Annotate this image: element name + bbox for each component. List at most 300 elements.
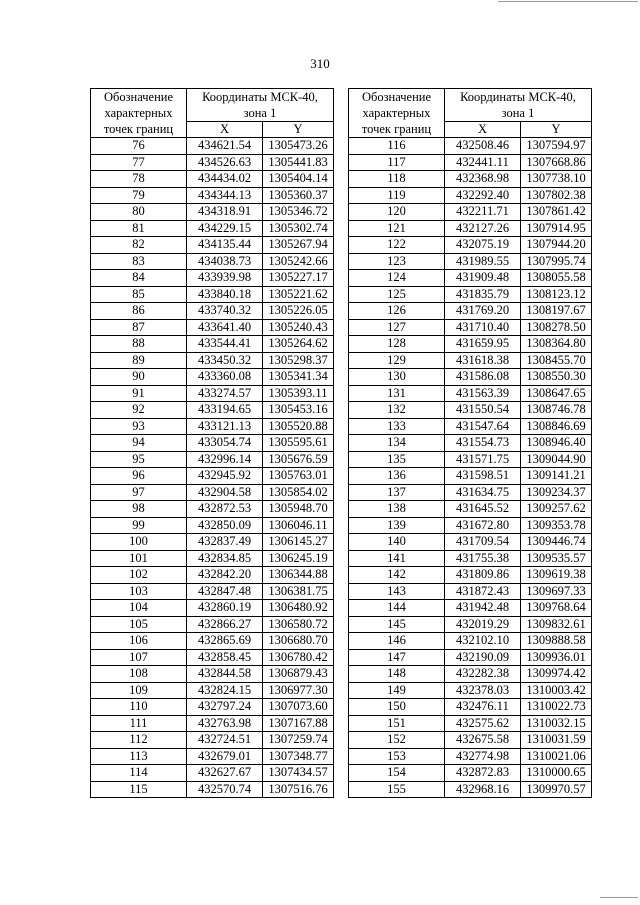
point-number-cell: 122: [349, 237, 445, 254]
point-number-cell: 143: [349, 583, 445, 600]
y-coordinate-cell: 1307348.77: [263, 748, 334, 765]
y-coordinate-cell: 1305240.43: [263, 319, 334, 336]
x-coordinate-cell: 431942.48: [445, 600, 521, 617]
table-row: [349, 484, 592, 501]
x-coordinate-cell: 431710.40: [445, 319, 521, 336]
point-number-cell: 142: [349, 567, 445, 584]
point-number-cell: 146: [349, 633, 445, 650]
y-coordinate-cell: 1307073.60: [263, 699, 334, 716]
y-coordinate-cell: 1309234.37: [521, 484, 592, 501]
x-coordinate-cell: 434229.15: [187, 220, 263, 237]
y-coordinate-cell: 1305441.83: [263, 154, 334, 171]
table-row: [349, 600, 592, 617]
designation-header-line: характерных: [104, 106, 173, 120]
y-coordinate-cell: 1309974.42: [521, 666, 592, 683]
x-coordinate-cell: 431571.75: [445, 451, 521, 468]
coordinates-table-left: [90, 88, 334, 798]
x-coordinate-cell: 432866.27: [187, 616, 263, 633]
x-coordinate-cell: 432872.53: [187, 501, 263, 518]
y-coordinate-cell: 1308550.30: [521, 369, 592, 386]
point-number-cell: 151: [349, 715, 445, 732]
y-coordinate-cell: 1305473.26: [263, 138, 334, 155]
point-number-cell: 106: [91, 633, 187, 650]
point-number-cell: 150: [349, 699, 445, 716]
point-number-cell: 93: [91, 418, 187, 435]
table-row: [349, 732, 592, 749]
table-row: [91, 270, 334, 287]
x-coordinate-cell: 431554.73: [445, 435, 521, 452]
table-row: [91, 204, 334, 221]
x-coordinate-cell: 432019.29: [445, 616, 521, 633]
y-coordinate-cell: 1309832.61: [521, 616, 592, 633]
y-coordinate-cell: 1306381.75: [263, 583, 334, 600]
x-coordinate-cell: 431586.08: [445, 369, 521, 386]
table-row: [91, 435, 334, 452]
table-row: [91, 171, 334, 188]
table-row: [349, 583, 592, 600]
y-coordinate-cell: 1308055.58: [521, 270, 592, 287]
point-number-cell: 96: [91, 468, 187, 485]
point-number-cell: 112: [91, 732, 187, 749]
table-row: [349, 715, 592, 732]
point-number-cell: 117: [349, 154, 445, 171]
point-number-cell: 91: [91, 385, 187, 402]
table-row: [91, 534, 334, 551]
point-number-cell: 95: [91, 451, 187, 468]
table-row: [91, 154, 334, 171]
y-coordinate-cell: 1310003.42: [521, 682, 592, 699]
x-coordinate-cell: 433544.41: [187, 336, 263, 353]
point-number-cell: 110: [91, 699, 187, 716]
point-number-cell: 87: [91, 319, 187, 336]
table-row: [91, 748, 334, 765]
y-coordinate-cell: 1305404.14: [263, 171, 334, 188]
x-coordinate-cell: 432570.74: [187, 781, 263, 798]
point-number-cell: 118: [349, 171, 445, 188]
y-coordinate-cell: 1307434.57: [263, 765, 334, 782]
x-coordinate-cell: 431755.38: [445, 550, 521, 567]
point-number-cell: 79: [91, 187, 187, 204]
point-number-cell: 152: [349, 732, 445, 749]
point-number-cell: 101: [91, 550, 187, 567]
point-number-cell: 129: [349, 352, 445, 369]
y-coordinate-cell: 1306680.70: [263, 633, 334, 650]
point-number-cell: 132: [349, 402, 445, 419]
table-row: [349, 237, 592, 254]
table-row: [91, 352, 334, 369]
y-coordinate-cell: 1309768.64: [521, 600, 592, 617]
y-coordinate-cell: 1305393.11: [263, 385, 334, 402]
table-row: [349, 649, 592, 666]
y-coordinate-cell: 1310000.65: [521, 765, 592, 782]
x-coordinate-cell: 433360.08: [187, 369, 263, 386]
y-coordinate-cell: 1305267.94: [263, 237, 334, 254]
x-coordinate-cell: 432211.71: [445, 204, 521, 221]
x-coordinate-cell: 433121.13: [187, 418, 263, 435]
table-row: [91, 600, 334, 617]
point-number-cell: 153: [349, 748, 445, 765]
table-row: [349, 517, 592, 534]
y-coordinate-cell: 1307594.97: [521, 138, 592, 155]
point-number-cell: 108: [91, 666, 187, 683]
y-coordinate-cell: 1308746.78: [521, 402, 592, 419]
x-coordinate-cell: 431709.54: [445, 534, 521, 551]
table-row: [349, 402, 592, 419]
point-number-cell: 136: [349, 468, 445, 485]
table-row: [91, 138, 334, 155]
table-row: [91, 253, 334, 270]
y-coordinate-cell: 1309697.33: [521, 583, 592, 600]
point-number-cell: 103: [91, 583, 187, 600]
x-header: X: [445, 122, 521, 138]
table-row: [349, 154, 592, 171]
y-coordinate-cell: 1305595.61: [263, 435, 334, 452]
point-number-cell: 140: [349, 534, 445, 551]
y-coordinate-cell: 1305302.74: [263, 220, 334, 237]
point-number-cell: 155: [349, 781, 445, 798]
x-coordinate-cell: 433054.74: [187, 435, 263, 452]
table-row: [91, 666, 334, 683]
y-coordinate-cell: 1307802.38: [521, 187, 592, 204]
table-row: [349, 270, 592, 287]
x-coordinate-cell: 431872.43: [445, 583, 521, 600]
point-number-cell: 88: [91, 336, 187, 353]
table-row: [349, 666, 592, 683]
point-number-cell: 104: [91, 600, 187, 617]
designation-header-line: характерных: [362, 106, 431, 120]
coords-header-line: зона 1: [501, 106, 535, 120]
x-coordinate-cell: 432860.19: [187, 600, 263, 617]
x-coordinate-cell: 432724.51: [187, 732, 263, 749]
point-number-cell: 144: [349, 600, 445, 617]
table-row: [349, 418, 592, 435]
point-number-cell: 137: [349, 484, 445, 501]
point-number-cell: 115: [91, 781, 187, 798]
point-number-cell: 77: [91, 154, 187, 171]
x-coordinate-cell: 434526.63: [187, 154, 263, 171]
point-number-cell: 100: [91, 534, 187, 551]
point-number-cell: 76: [91, 138, 187, 155]
designation-header-line: Обозначение: [103, 90, 174, 104]
point-number-cell: 130: [349, 369, 445, 386]
point-number-cell: 98: [91, 501, 187, 518]
x-coordinate-cell: 434038.73: [187, 253, 263, 270]
table-row: [91, 303, 334, 320]
table-row: [349, 748, 592, 765]
x-coordinate-cell: 432292.40: [445, 187, 521, 204]
y-coordinate-cell: 1306580.72: [263, 616, 334, 633]
y-coordinate-cell: 1309535.57: [521, 550, 592, 567]
table-row: [91, 286, 334, 303]
y-coordinate-cell: 1310032.15: [521, 715, 592, 732]
point-number-cell: 78: [91, 171, 187, 188]
table-row: [91, 550, 334, 567]
y-coordinate-cell: 1307995.74: [521, 253, 592, 270]
coords-header-line: Координаты МСК-40,: [460, 90, 576, 104]
y-coordinate-cell: 1309446.74: [521, 534, 592, 551]
point-number-cell: 125: [349, 286, 445, 303]
x-coordinate-cell: 431659.95: [445, 336, 521, 353]
x-coordinate-cell: 431989.55: [445, 253, 521, 270]
y-coordinate-cell: 1305346.72: [263, 204, 334, 221]
x-coordinate-cell: 431809.86: [445, 567, 521, 584]
y-coordinate-cell: 1309619.38: [521, 567, 592, 584]
x-coordinate-cell: 432575.62: [445, 715, 521, 732]
point-number-cell: 82: [91, 237, 187, 254]
table-row: [349, 567, 592, 584]
x-coordinate-cell: 432378.03: [445, 682, 521, 699]
table-row: [349, 336, 592, 353]
table-row: [91, 699, 334, 716]
coords-header: [445, 89, 592, 122]
point-number-cell: 123: [349, 253, 445, 270]
x-coordinate-cell: 432508.46: [445, 138, 521, 155]
x-coordinate-cell: 432797.24: [187, 699, 263, 716]
y-coordinate-cell: 1308647.65: [521, 385, 592, 402]
table-row: [91, 682, 334, 699]
x-coordinate-cell: 432627.67: [187, 765, 263, 782]
point-number-cell: 147: [349, 649, 445, 666]
table-row: [91, 402, 334, 419]
x-coordinate-cell: 432968.16: [445, 781, 521, 798]
x-coordinate-cell: 432872.83: [445, 765, 521, 782]
x-coordinate-cell: 431563.39: [445, 385, 521, 402]
y-coordinate-cell: 1307861.42: [521, 204, 592, 221]
y-coordinate-cell: 1307668.86: [521, 154, 592, 171]
y-coordinate-cell: 1307944.20: [521, 237, 592, 254]
table-row: [349, 699, 592, 716]
table-row: [91, 468, 334, 485]
table-row: [349, 682, 592, 699]
y-coordinate-cell: 1306977.30: [263, 682, 334, 699]
y-coordinate-cell: 1308455.70: [521, 352, 592, 369]
x-coordinate-cell: 432844.58: [187, 666, 263, 683]
x-coordinate-cell: 432282.38: [445, 666, 521, 683]
x-coordinate-cell: 431618.38: [445, 352, 521, 369]
x-coordinate-cell: 433450.32: [187, 352, 263, 369]
x-coordinate-cell: 432127.26: [445, 220, 521, 237]
table-row: [349, 352, 592, 369]
point-number-cell: 109: [91, 682, 187, 699]
point-number-cell: 149: [349, 682, 445, 699]
point-number-cell: 99: [91, 517, 187, 534]
y-coordinate-cell: 1307167.88: [263, 715, 334, 732]
point-number-cell: 119: [349, 187, 445, 204]
x-coordinate-cell: 432865.69: [187, 633, 263, 650]
y-coordinate-cell: 1309044.90: [521, 451, 592, 468]
x-coordinate-cell: 432368.98: [445, 171, 521, 188]
page-number: 310: [310, 56, 330, 71]
table-row: [349, 534, 592, 551]
point-number-cell: 145: [349, 616, 445, 633]
y-coordinate-cell: 1308846.69: [521, 418, 592, 435]
y-coordinate-cell: 1310021.06: [521, 748, 592, 765]
table-row: [349, 369, 592, 386]
table-row: [91, 765, 334, 782]
y-coordinate-cell: 1307738.10: [521, 171, 592, 188]
x-coordinate-cell: 433641.40: [187, 319, 263, 336]
point-number-cell: 85: [91, 286, 187, 303]
y-coordinate-cell: 1306480.92: [263, 600, 334, 617]
x-coordinate-cell: 432675.58: [445, 732, 521, 749]
point-number-cell: 92: [91, 402, 187, 419]
table-row: [349, 781, 592, 798]
point-number-cell: 81: [91, 220, 187, 237]
table-row: [91, 715, 334, 732]
table-row: [349, 253, 592, 270]
point-number-cell: 126: [349, 303, 445, 320]
x-coordinate-cell: 432996.14: [187, 451, 263, 468]
point-number-cell: 97: [91, 484, 187, 501]
y-header: Y: [521, 122, 592, 138]
y-coordinate-cell: 1305948.70: [263, 501, 334, 518]
table-row: [349, 319, 592, 336]
point-number-cell: 131: [349, 385, 445, 402]
y-coordinate-cell: 1305360.37: [263, 187, 334, 204]
x-coordinate-cell: 432075.19: [445, 237, 521, 254]
designation-header: [91, 89, 187, 138]
x-coordinate-cell: 431598.51: [445, 468, 521, 485]
table-row: [349, 550, 592, 567]
table-row: [91, 385, 334, 402]
table-row: [349, 616, 592, 633]
y-coordinate-cell: 1305763.01: [263, 468, 334, 485]
x-coordinate-cell: 431672.80: [445, 517, 521, 534]
table-row: [349, 451, 592, 468]
y-coordinate-cell: 1309141.21: [521, 468, 592, 485]
x-coordinate-cell: 433194.65: [187, 402, 263, 419]
point-number-cell: 135: [349, 451, 445, 468]
table-row: [349, 204, 592, 221]
table-row: [91, 517, 334, 534]
table-row: [349, 138, 592, 155]
table-row: [91, 418, 334, 435]
point-number-cell: 128: [349, 336, 445, 353]
point-number-cell: 124: [349, 270, 445, 287]
point-number-cell: 116: [349, 138, 445, 155]
table-row: [91, 451, 334, 468]
point-number-cell: 148: [349, 666, 445, 683]
table-row: [91, 237, 334, 254]
y-coordinate-cell: 1306344.88: [263, 567, 334, 584]
x-coordinate-cell: 432834.85: [187, 550, 263, 567]
point-number-cell: 114: [91, 765, 187, 782]
x-coordinate-cell: 432763.98: [187, 715, 263, 732]
table-row: [91, 732, 334, 749]
point-number-cell: 89: [91, 352, 187, 369]
x-coordinate-cell: 433840.18: [187, 286, 263, 303]
x-coordinate-cell: 432850.09: [187, 517, 263, 534]
x-coordinate-cell: 431769.20: [445, 303, 521, 320]
point-number-cell: 154: [349, 765, 445, 782]
table-row: [91, 567, 334, 584]
x-coordinate-cell: 432441.11: [445, 154, 521, 171]
table-row: [91, 649, 334, 666]
y-coordinate-cell: 1305341.34: [263, 369, 334, 386]
x-coordinate-cell: 432837.49: [187, 534, 263, 551]
x-coordinate-cell: 432847.48: [187, 583, 263, 600]
point-number-cell: 84: [91, 270, 187, 287]
x-coordinate-cell: 431547.64: [445, 418, 521, 435]
x-coordinate-cell: 432774.98: [445, 748, 521, 765]
table-row: [349, 171, 592, 188]
y-coordinate-cell: 1310031.59: [521, 732, 592, 749]
x-coordinate-cell: 432679.01: [187, 748, 263, 765]
coords-header-line: Координаты МСК-40,: [202, 90, 318, 104]
point-number-cell: 86: [91, 303, 187, 320]
designation-header-line: Обозначение: [361, 90, 432, 104]
y-coordinate-cell: 1306046.11: [263, 517, 334, 534]
table-row: [349, 501, 592, 518]
table-row: [349, 220, 592, 237]
x-coordinate-cell: 432858.45: [187, 649, 263, 666]
y-coordinate-cell: 1306879.43: [263, 666, 334, 683]
table-row: [349, 633, 592, 650]
x-coordinate-cell: 431550.54: [445, 402, 521, 419]
table-row: [91, 501, 334, 518]
y-coordinate-cell: 1308278.50: [521, 319, 592, 336]
y-coordinate-cell: 1308946.40: [521, 435, 592, 452]
y-coordinate-cell: 1309936.01: [521, 649, 592, 666]
y-coordinate-cell: 1305226.05: [263, 303, 334, 320]
table-row: [91, 583, 334, 600]
x-coordinate-cell: 431634.75: [445, 484, 521, 501]
point-number-cell: 102: [91, 567, 187, 584]
y-coordinate-cell: 1308123.12: [521, 286, 592, 303]
x-coordinate-cell: 434344.13: [187, 187, 263, 204]
table-row: [91, 633, 334, 650]
y-coordinate-cell: 1310022.73: [521, 699, 592, 716]
y-coordinate-cell: 1309888.58: [521, 633, 592, 650]
x-coordinate-cell: 433740.32: [187, 303, 263, 320]
table-row: [91, 781, 334, 798]
point-number-cell: 139: [349, 517, 445, 534]
y-coordinate-cell: 1305453.16: [263, 402, 334, 419]
table-row: [349, 765, 592, 782]
point-number-cell: 113: [91, 748, 187, 765]
y-coordinate-cell: 1307259.74: [263, 732, 334, 749]
y-coordinate-cell: 1307914.95: [521, 220, 592, 237]
y-coordinate-cell: 1305298.37: [263, 352, 334, 369]
x-coordinate-cell: 432945.92: [187, 468, 263, 485]
y-coordinate-cell: 1306245.19: [263, 550, 334, 567]
x-coordinate-cell: 433939.98: [187, 270, 263, 287]
x-coordinate-cell: 431645.52: [445, 501, 521, 518]
table-row: [349, 435, 592, 452]
y-coordinate-cell: 1307516.76: [263, 781, 334, 798]
x-coordinate-cell: 434621.54: [187, 138, 263, 155]
y-coordinate-cell: 1306145.27: [263, 534, 334, 551]
table-row: [91, 369, 334, 386]
scan-edge-line: [498, 1, 638, 2]
point-number-cell: 127: [349, 319, 445, 336]
table-row: [91, 336, 334, 353]
x-coordinate-cell: 431835.79: [445, 286, 521, 303]
coords-header: [187, 89, 334, 122]
y-coordinate-cell: 1305242.66: [263, 253, 334, 270]
y-header: Y: [263, 122, 334, 138]
point-number-cell: 90: [91, 369, 187, 386]
point-number-cell: 138: [349, 501, 445, 518]
y-coordinate-cell: 1309970.57: [521, 781, 592, 798]
scan-edge-line: [600, 897, 638, 898]
point-number-cell: 107: [91, 649, 187, 666]
point-number-cell: 105: [91, 616, 187, 633]
point-number-cell: 141: [349, 550, 445, 567]
x-coordinate-cell: 434434.02: [187, 171, 263, 188]
x-header: X: [187, 122, 263, 138]
table-row: [91, 220, 334, 237]
